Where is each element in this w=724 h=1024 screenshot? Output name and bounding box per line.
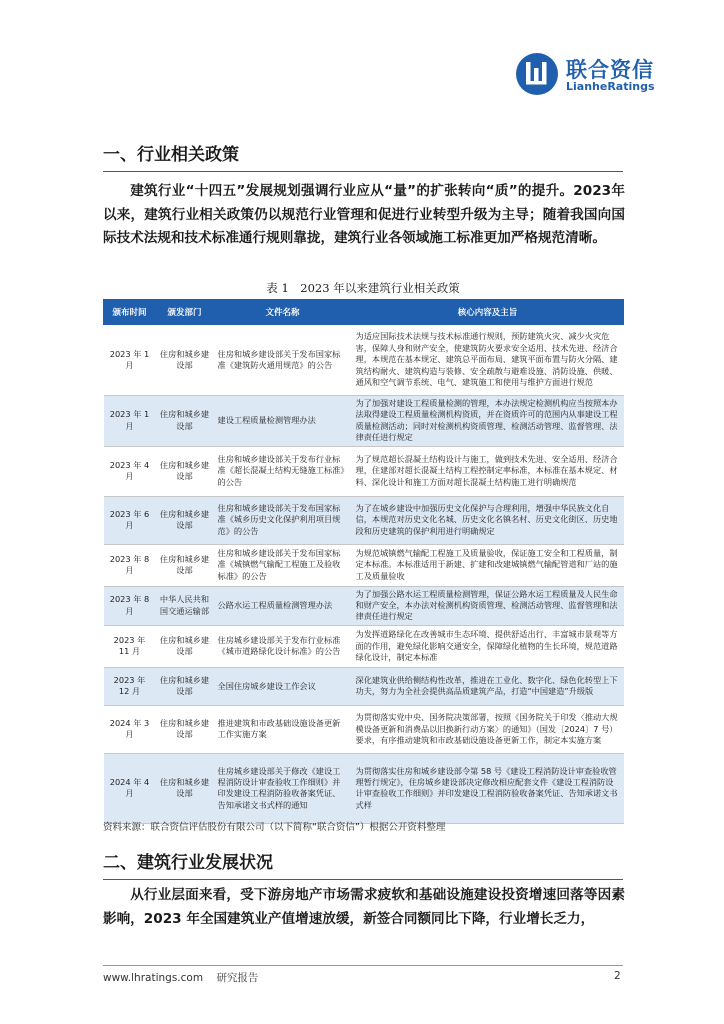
logo-english-name: LianheRatings [566,80,655,93]
cell-date: 2023 年 4 月 [104,446,156,496]
table-header-row [104,300,624,325]
cell-dept: 住房和城乡建设部 [156,667,214,705]
cell-content: 为了加强公路水运工程质量检测管理，保证公路水运工程质量及人民生命和财产安全，本办法对检测机构资质管理、检测活动管理、监督管理和法律责任进行规定 [352,586,624,625]
table-row [104,625,624,667]
cell-content: 为了规范超长混凝土结构设计与施工，做到技术先进、安全适用、经济合理，住建部对超长混凝土结构工程控制定率标准，本标准在基本规定、材料、深化设计和施工方面对超长混凝土结构施工进行明确规范 [352,446,624,496]
table-source-note: 资料来源：联合资信评估股份有限公司（以下简称“联合资信”）根据公开资料整理 [103,822,446,833]
cell-content: 为适应国际技术法规与技术标准通行规则，预防建筑火灾、减少火灾危害，保障人身和财产安全，使建筑防火要求安全适用、技术先进、经济合理，本规范在基本规定、建筑总平面布局、建筑平面布置与防火分隔、建筑结构耐火、建筑构造与装修、安全疏散与避难设施、消防设施、供暖、通风和空气调节系统、电气、建筑施工和使用与维护方面进行规范 [352,325,624,396]
section-2-paragraph: 从行业层面来看，受下游房地产市场需求疲软和基础设施建设投资增速回落等因素影响，2023 年全国建筑业产值增速放缓，新签合同额同比下降，行业增长乏力， [103,887,625,927]
cell-date: 2023 年 6 月 [104,496,156,544]
cell-file: 推进建筑和市政基础设施设备更新工作实施方案 [214,705,352,753]
cell-content: 为了在城乡建设中加强历史文化保护与合理利用，增强中华民族文化自信，本规范对历史文化名城、历史文化名镇名村、历史文化街区、历史地段和历史建筑的保护利用进行明确规定 [352,496,624,544]
cell-content: 深化建筑业供给侧结构性改革，推进在工业化、数字化、绿色化转型上下功夫，努力为全社会提供高品质建筑产品，打造“中国建造”升级版 [352,667,624,705]
cell-date: 2024 年 3 月 [104,705,156,753]
cell-date: 2023 年 12 月 [104,667,156,705]
cell-file: 全国住房城乡建设工作会议 [214,667,352,705]
cell-date: 2023 年 1 月 [104,325,156,396]
cell-content: 为贯彻落实党中央、国务院决策部署，按照《国务院关于印发〈推动大规模设备更新和消费品以旧换新行动方案〉的通知》（国发〔2024〕7 号）要求，有序推动建筑和市政基础设施设备更新工作，制定本实施方案 [352,705,624,753]
section-1-heading: 一、行业相关政策 [103,145,239,165]
cell-dept: 住房和城乡建设部 [156,705,214,753]
cell-file: 公路水运工程质量检测管理办法 [214,586,352,625]
header-content: 核心内容及主旨 [352,300,624,325]
cell-dept: 中华人民共和国交通运输部 [156,586,214,625]
cell-date: 2023 年 8 月 [104,586,156,625]
header-file: 文件名称 [214,300,352,325]
footer-info [103,970,258,985]
cell-date: 2023 年 8 月 [104,544,156,586]
cell-dept: 住房和城乡建设部 [156,544,214,586]
cell-dept: 住房和城乡建设部 [156,325,214,396]
cell-dept: 住房和城乡建设部 [156,625,214,667]
footer-report-label: 研究报告 [216,972,259,984]
header-date: 颁布时间 [104,300,156,325]
cell-dept: 住房和城乡建设部 [156,446,214,496]
cell-file: 住房和城乡建设部关于发布国家标准《城镇燃气输配工程施工及验收标准》的公告 [214,544,352,586]
cell-file: 住房和城乡建设部关于发布国家标准《建筑防火通用规范》的公告 [214,325,352,396]
table-row [104,396,624,447]
cell-file: 建设工程质量检测管理办法 [214,396,352,447]
section-1-paragraph: 建筑行业“十四五”发展规划强调行业应从“量”的扩张转向“质”的提升。2023年以来，建筑行业相关政策仍以规范行业管理和促进行业转型升级为主导；随着我国向国际技术法规和技术标准通行规则靠拢，建筑行业各领域施工标准更加严格规范清晰。 [103,183,625,246]
cell-date: 2023 年 1 月 [104,396,156,447]
cell-dept: 住房和城乡建设部 [156,753,214,823]
section-2-divider [103,879,623,880]
cell-content: 为规范城镇燃气输配工程施工及质量验收，保证施工安全和工程质量，制定本标准。本标准适用于新建、扩建和改建城镇燃气输配管道和厂站的施工及质量验收 [352,544,624,586]
cell-file: 住房和城乡建设部关于发布国家标准《城乡历史文化保护利用项目规范》的公告 [214,496,352,544]
cell-file: 住房城乡建设部关于发布行业标准《城市道路绿化设计标准》的公告 [214,625,352,667]
footer-divider [103,965,623,966]
table-row [104,753,624,823]
cell-dept: 住房和城乡建设部 [156,396,214,447]
section-2-heading: 二、建筑行业发展状况 [103,853,273,873]
policy-table [103,299,624,824]
table-caption: 表 1 2023 年以来建筑行业相关政策 [266,281,460,295]
section-1-divider [103,171,623,172]
cell-dept: 住房和城乡建设部 [156,496,214,544]
table-row [104,446,624,496]
header-dept: 颁发部门 [156,300,214,325]
table-row [104,586,624,625]
cell-content: 为发挥道路绿化在改善城市生态环境、提供舒适出行、丰富城市景观等方面的作用，避免绿化影响交通安全，保障绿化植物的生长环境，规范道路绿化设计，制定本标准 [352,625,624,667]
company-logo [515,52,705,96]
cell-content: 为贯彻落实住房和城乡建设部令第 58 号《建设工程消防设计审查验收管理暂行规定》，住房城乡建设部决定修改相应配套文件《建设工程消防设计审查验收工作细则》并印发建设工程消防验收备案凭证、告知承诺文书式样 [352,753,624,823]
cell-date: 2023 年 11 月 [104,625,156,667]
page-number: 2 [614,970,621,982]
table-row [104,667,624,705]
table-row [104,325,624,396]
cell-content: 为了加强对建设工程质量检测的管理，本办法规定检测机构应当按照本办法取得建设工程质量检测机构资质，并在资质许可的范围内从事建设工程质量检测活动；同时对检测机构资质管理、检测活动管理、监督管理、法律责任进行规定 [352,396,624,447]
table-row [104,496,624,544]
footer-website-link[interactable]: www.lhratings.com [103,972,204,984]
cell-date: 2024 年 4 月 [104,753,156,823]
lianhe-logo-icon [515,52,559,96]
cell-file: 住房城乡建设部关于修改《建设工程消防设计审查验收工作细则》并印发建设工程消防验收备案凭证、告知承诺文书式样的通知 [214,753,352,823]
logo-chinese-name: 联合资信 [566,58,654,82]
table-row [104,705,624,753]
cell-file: 住房和城乡建设部关于发布行业标准《超长混凝土结构无缝施工标准》的公告 [214,446,352,496]
table-row [104,544,624,586]
